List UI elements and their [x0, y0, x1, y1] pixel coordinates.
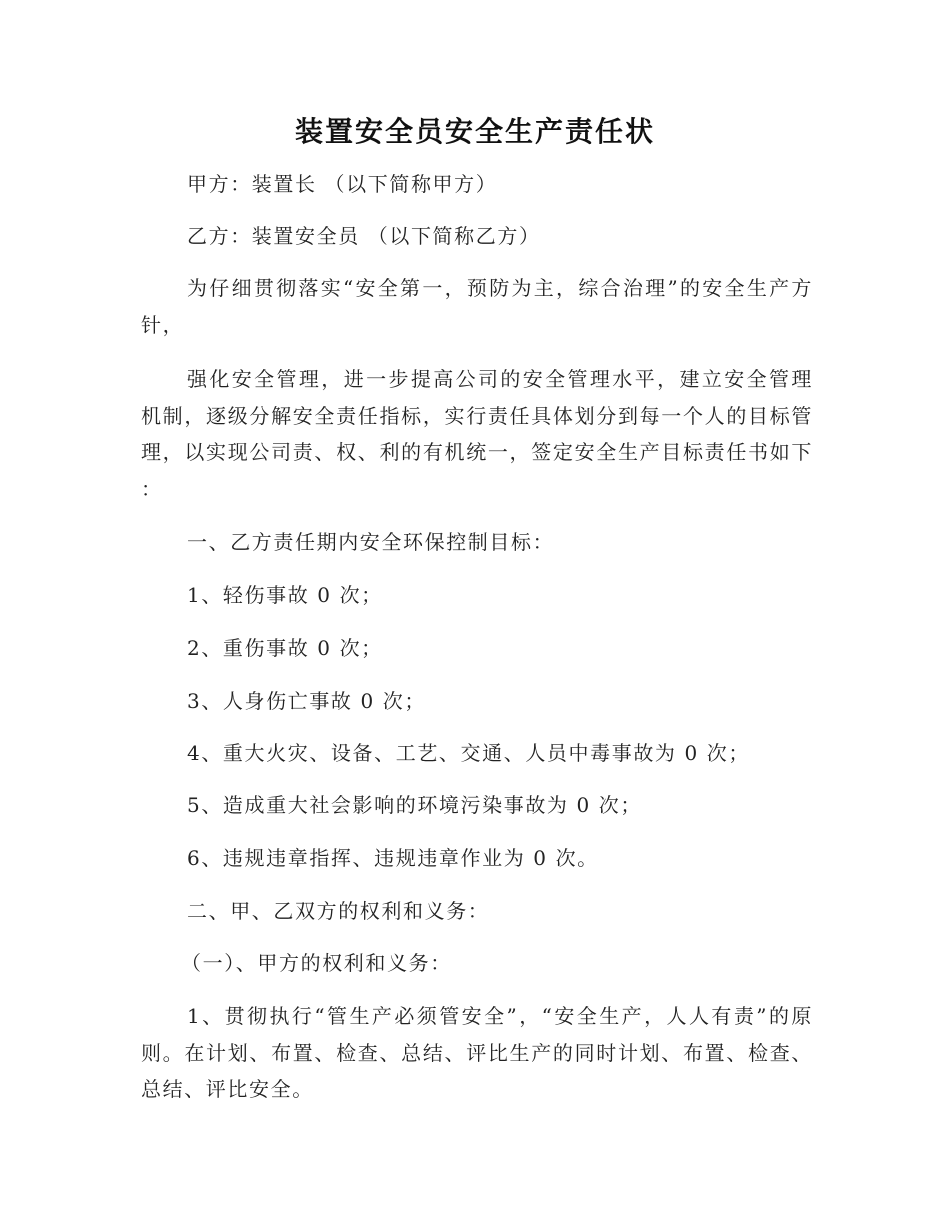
section-heading-2: 二、甲、乙双方的权利和义务： — [187, 899, 490, 923]
target-item-2: 2、重伤事故 0 次； — [187, 636, 383, 660]
duty-item-1: 1、贯彻执行“管生产必须管安全”，“安全生产，人人有责”的原则。在计划、布置、检查、总结、评比生产的同时计划、布置、检查、总结、评比安全。 — [141, 1004, 813, 1101]
target-item-1: 1、轻伤事故 0 次； — [187, 583, 383, 607]
target-item-5: 5、造成重大社会影响的环境污染事故为 0 次； — [187, 793, 642, 817]
target-item-6: 6、违规违章指挥、违规违章作业为 0 次。 — [187, 846, 599, 870]
target-item-4: 4、重大火灾、设备、工艺、交通、人员中毒事故为 0 次； — [187, 741, 750, 765]
policy-paragraph: 为仔细贯彻落实“安全第一，预防为主，综合治理”的安全生产方针， — [141, 276, 813, 337]
section-heading-1: 一、乙方责任期内安全环保控制目标： — [187, 530, 555, 554]
party-a-line: 甲方：装置长 （以下简称甲方） — [187, 172, 498, 196]
document-title: 装置安全员安全生产责任状 — [294, 115, 655, 148]
target-item-3: 3、人身伤亡事故 0 次； — [187, 689, 426, 713]
party-b-line: 乙方：装置安全员 （以下简称乙方） — [187, 224, 541, 248]
subsection-heading-party-a: （一）、甲方的权利和义务： — [181, 951, 452, 975]
management-paragraph: 强化安全管理，进一步提高公司的安全管理水平，建立安全管理机制，逐级分解安全责任指标，实行责任具体划分到每一个人的目标管理，以实现公司责、权、利的有机统一，签定安全生产目标责任书如下 ： — [141, 367, 813, 501]
